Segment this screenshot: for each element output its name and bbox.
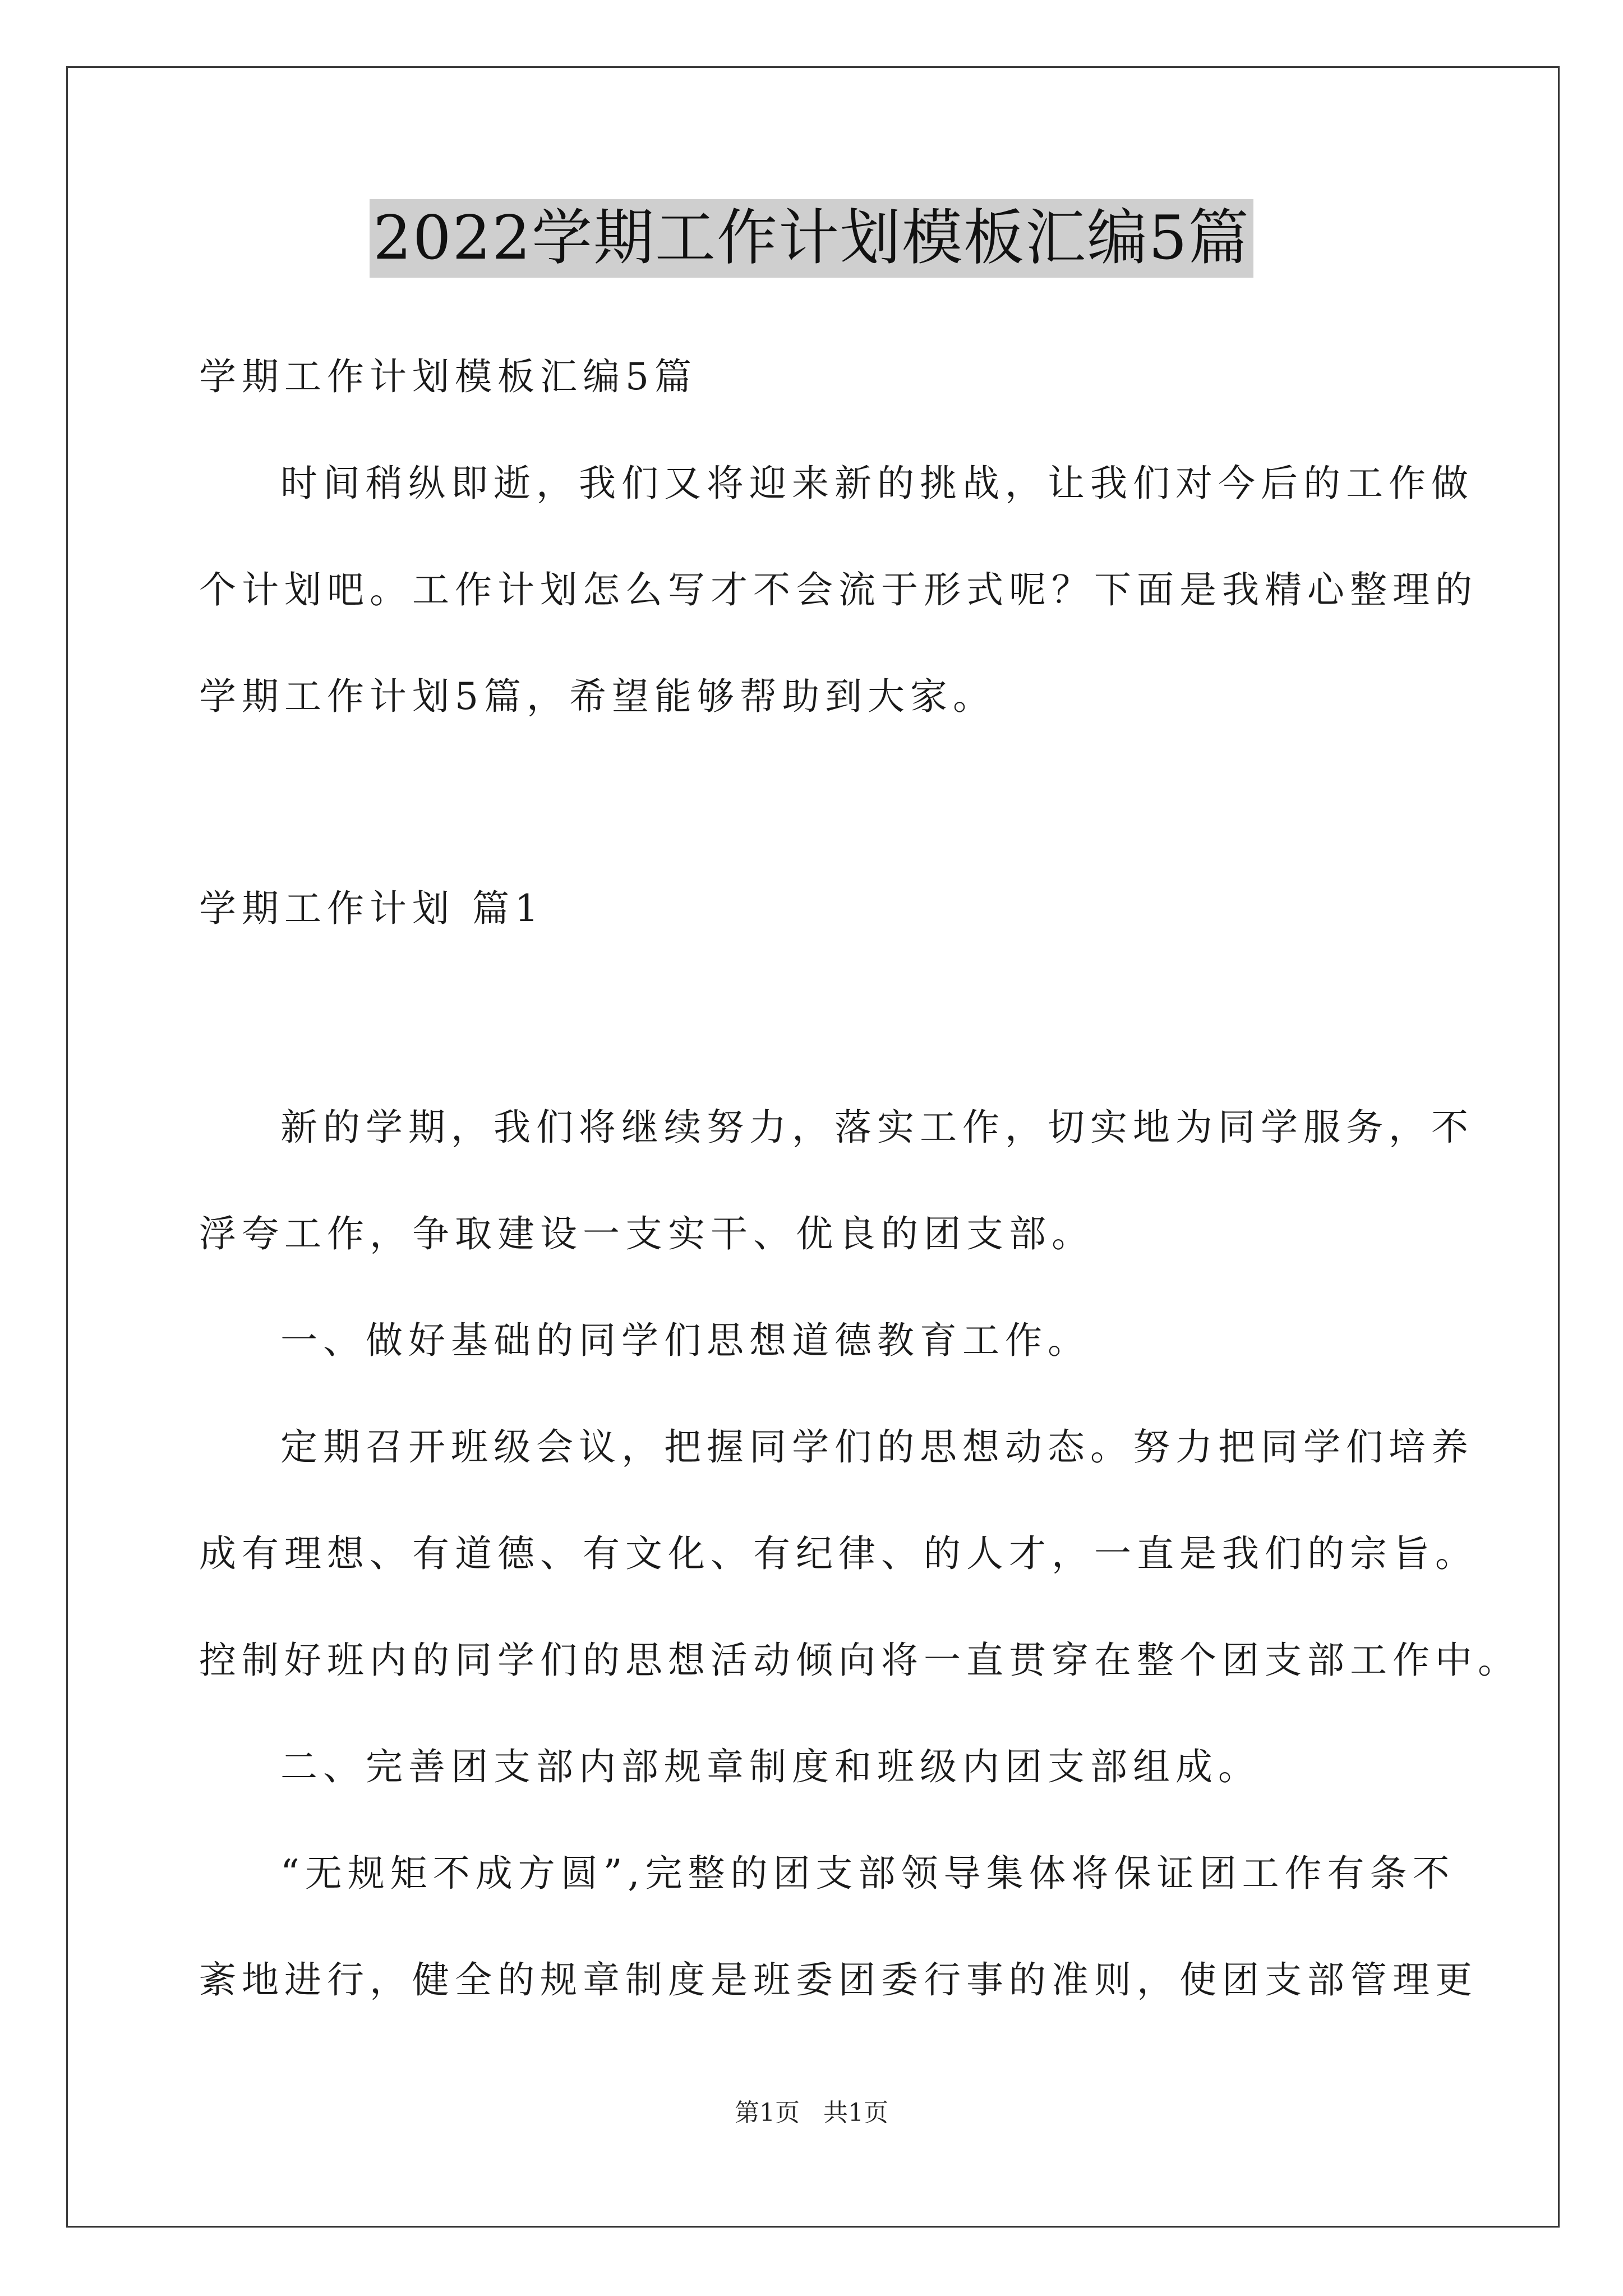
body-line-1: 新的学期，我们将继续努力，落实工作，切实地为同学服务，不 xyxy=(280,1106,1474,1149)
body-line-5: 成有理想、有道德、有文化、有纪律、的人才，一直是我们的宗旨。 xyxy=(199,1532,1478,1575)
body-line-2: 浮夸工作，争取建设一支实干、优良的团支部。 xyxy=(199,1212,1094,1255)
document-subtitle: 学期工作计划模板汇编5篇 xyxy=(199,355,697,398)
body-line-9: 紊地进行，健全的规章制度是班委团委行事的准则，使团支部管理更 xyxy=(199,1958,1478,2001)
section-heading: 学期工作计划 篇1 xyxy=(199,887,544,930)
document-title: 2022学期工作计划模板汇编5篇 xyxy=(370,199,1253,278)
body-line-3: 一、做好基础的同学们思想道德教育工作。 xyxy=(280,1319,1090,1362)
body-line-7: 二、完善团支部内部规章制度和班级内团支部组成。 xyxy=(280,1745,1261,1788)
intro-line-3: 学期工作计划5篇，希望能够帮助到大家。 xyxy=(199,675,995,718)
intro-line-1: 时间稍纵即逝，我们又将迎来新的挑战，让我们对今后的工作做 xyxy=(280,462,1474,505)
body-line-8: “无规矩不成方圆”,完整的团支部领导集体将保证团工作有条不 xyxy=(280,1852,1455,1895)
body-line-6: 控制好班内的同学们的思想活动倾向将一直贯穿在整个团支部工作中。 xyxy=(199,1639,1520,1682)
title-container xyxy=(0,199,1623,278)
intro-line-2: 个计划吧。工作计划怎么写才不会流于形式呢？下面是我精心整理的 xyxy=(199,568,1478,611)
page-footer: 第1页 共1页 xyxy=(735,2099,888,2127)
body-line-4: 定期召开班级会议，把握同学们的思想动态。努力把同学们培养 xyxy=(280,1425,1474,1469)
